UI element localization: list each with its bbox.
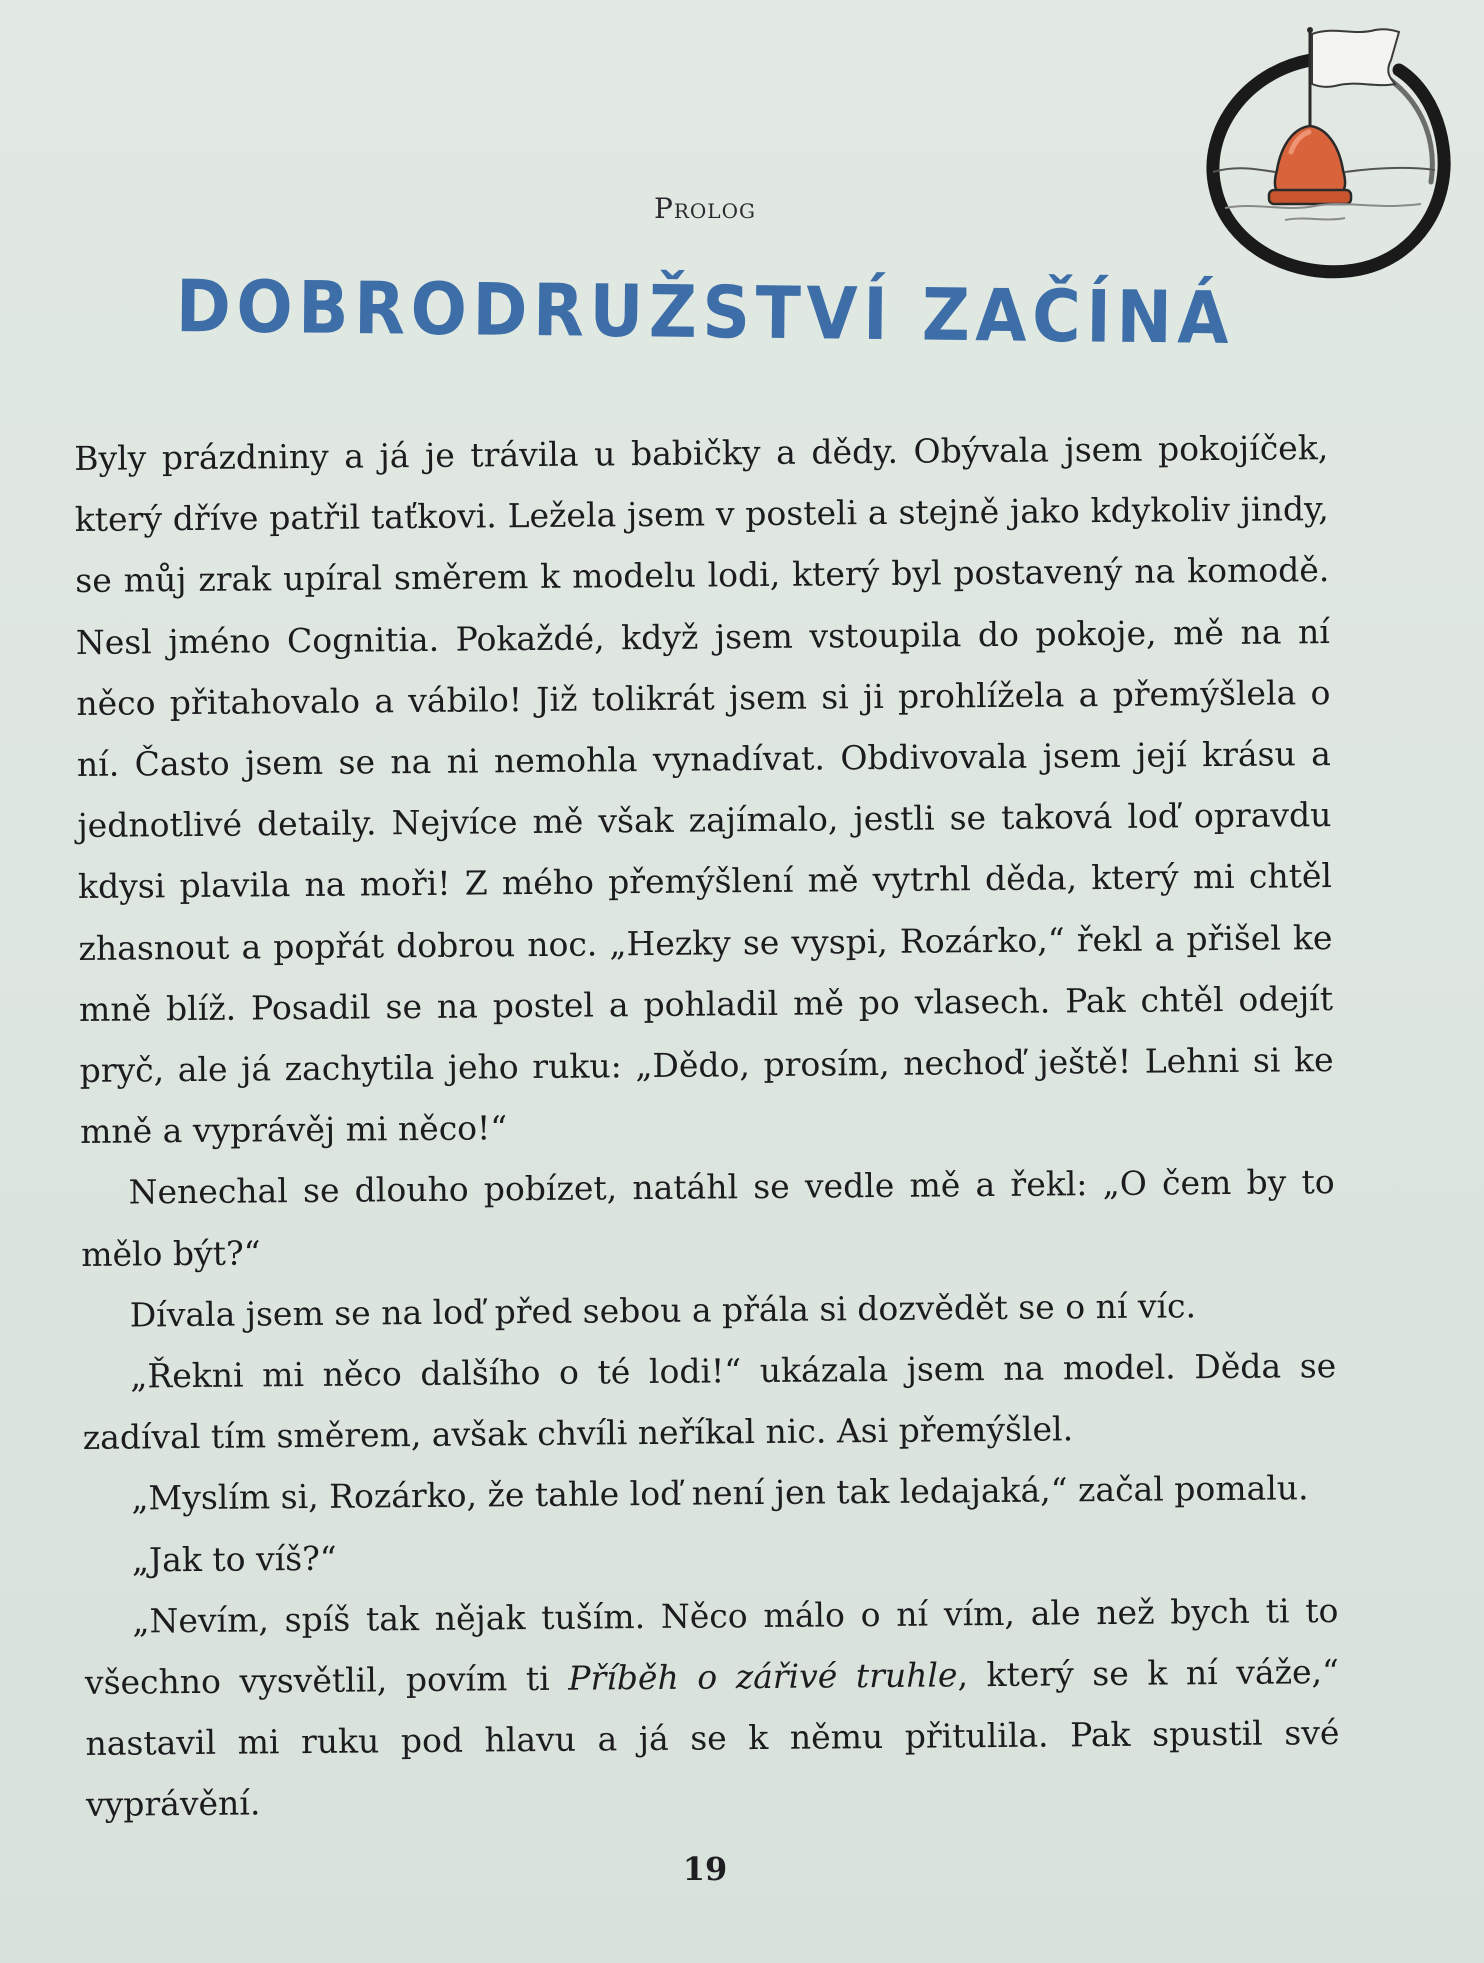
buoy-with-flag-icon <box>1185 22 1460 287</box>
paragraph: „Jak to víš?“ <box>131 1538 337 1580</box>
paragraph-text: „Nevím, spíš tak nějak tuším. Něco málo o ní vím, ale než bych ti to všechno vysvětlil, povím ti <box>84 1590 1339 1703</box>
paragraph: Nenechal se dlouho pobízet, natáhl se vedle mě a řekl: „O čem by to mělo být?“ <box>81 1162 1335 1274</box>
paragraph: Byly prázdniny a já je trávila u babičky a dědy. Obývala jsem pokojíček, který dříve patřil taťkovi. Ležela jsem v posteli a stejně jako kdykoliv jindy, se můj zrak upíral směrem k modelu lodi, který byl postavený na komodě. Nesl jméno Cognitia. Pokaždé, když jsem vstoupila do pokoje, mě na ní něco přitahovalo a vábilo! Již tolikrát jsem si ji prohlížela a přemýšlela o ní. Často jsem se na ni nemohla vynadívat. Obdivovala jsem její krásu a jednotlivé detaily. Nejvíce mě však zajímalo, jestli se taková loď opravdu kdysi plavila na moři! Z mého přemýšlení mě vytrhl děda, který mi chtěl zhasnout a popřát dobrou noc. „Hezky se vyspi, Rozárko,“ řekl a přišel ke mně blíž. Posadil se na postel a pohladil mě po vlasech. Pak chtěl odejít pryč, ale já zachytila jeho ruku: „Dědo, prosím, nechoď ještě! Lehni si ke mně a vyprávěj mi něco!“ <box>74 428 1334 1152</box>
chapter-title: DOBRODRUŽSTVÍ ZAČÍNÁ <box>175 263 1235 361</box>
chapter-body <box>74 417 1340 1836</box>
paragraph: Dívala jsem se na loď před sebou a přála si dozvědět se o ní víc. <box>129 1286 1197 1335</box>
story-title: Příběh o zářivé truhle <box>568 1655 958 1698</box>
chapter-label: Prolog <box>654 192 756 225</box>
paragraph: „Myslím si, Rozárko, že tahle loď není jen tak ledajaká,“ začal pomalu. <box>131 1468 1309 1518</box>
paragraph <box>84 1580 1340 1836</box>
paragraph: „Řekni mi něco dalšího o té lodi!“ ukázala jsem na model. Děda se zadíval tím směrem, avšak chvíli neříkal nic. Asi přemýšlel. <box>82 1346 1337 1458</box>
page-number: 19 <box>682 1850 728 1888</box>
paragraph-text: , který se k ní váže,“ nastavil mi ruku pod hlavu a já se k němu přitulila. Pak spustil své vyprávění. <box>85 1652 1340 1825</box>
